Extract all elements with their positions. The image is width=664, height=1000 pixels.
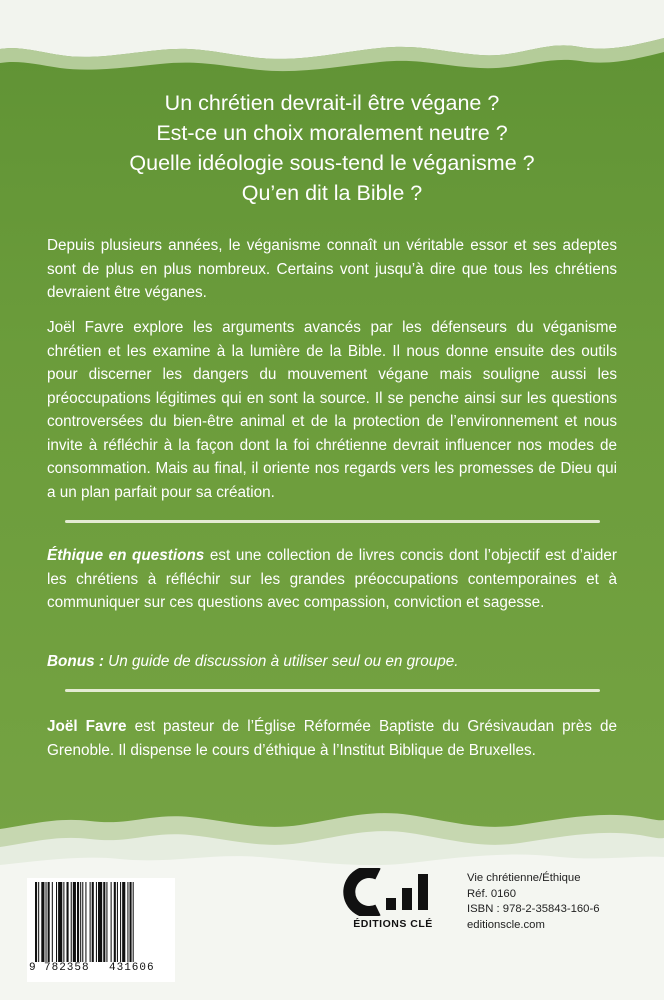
author-text: est pasteur de l’Église Réformée Baptiste du Grésivaudan près de Grenoble. Il dispense le cours d’éthique à l’Institut Biblique de Bruxelles.	[47, 718, 617, 759]
barcode-bar	[133, 882, 134, 962]
barcode-bar	[71, 882, 72, 962]
barcode-bar	[106, 882, 107, 962]
reference: Réf. 0160	[467, 887, 516, 900]
barcode-bar	[52, 882, 53, 962]
barcode-bar	[111, 882, 112, 962]
top-paint-wash	[0, 0, 664, 80]
barcode-bar	[98, 882, 102, 962]
barcode-bar	[80, 882, 81, 962]
barcode-group-1: 782358	[44, 962, 90, 974]
category: Vie chrétienne/Éthique	[467, 872, 581, 884]
barcode-bar	[85, 882, 86, 962]
collection-text: est une collection de livres concis dont l’objectif est d’aider les chrétiens à réfléchir sur les grandes préoccupations contemporaines et à communiquer sur ces questions avec compassion, conviction et sagesse.	[47, 547, 617, 611]
barcode-bar	[56, 882, 57, 962]
barcode-bar	[82, 882, 83, 962]
barcode-bar	[73, 882, 76, 962]
barcode-bar	[41, 882, 44, 962]
author-name: Joël Favre	[47, 718, 127, 735]
divider-1	[65, 520, 600, 523]
barcode-bar	[96, 882, 97, 962]
question-4: Qu’en dit la Bible ?	[241, 181, 423, 205]
barcode-bar	[117, 882, 118, 962]
publisher-logo	[330, 868, 456, 938]
barcode-bar	[63, 882, 64, 962]
barcode-bar	[92, 882, 94, 962]
question-2: Est-ce un choix moralement neutre ?	[156, 121, 508, 145]
barcode-bar	[67, 882, 69, 962]
barcode-bar	[35, 882, 37, 962]
divider-2	[65, 689, 600, 692]
intro-paragraph: Depuis plusieurs années, le véganisme connaît un véritable essor et ses adeptes sont de plus en plus nombreux. Certains vont jusqu’à dire que tous les chrétiens devraient être véganes.	[47, 237, 617, 301]
barcode-bars	[35, 882, 167, 962]
question-1: Un chrétien devrait-il être végane ?	[164, 91, 500, 115]
collection-paragraph	[47, 544, 617, 615]
barcode-bar	[58, 882, 62, 962]
barcode-bar	[122, 882, 125, 962]
bonus-text: Un guide de discussion à utiliser seul ou en groupe.	[103, 653, 459, 670]
barcode-bar	[38, 882, 39, 962]
isbn: ISBN : 978-2-35843-160-6	[467, 903, 600, 915]
barcode-bar	[120, 882, 121, 962]
bonus-label: Bonus :	[47, 653, 104, 670]
publisher-logo-text: ÉDITIONS CLÉ	[353, 918, 433, 930]
author-paragraph	[47, 715, 617, 762]
barcode-bar	[114, 882, 116, 962]
barcode-first-digit: 9	[29, 962, 36, 974]
barcode-bar	[90, 882, 91, 962]
question-3: Quelle idéologie sous-tend le véganisme ?	[129, 151, 535, 175]
collection-name: Éthique en questions	[47, 547, 205, 564]
summary-paragraph: Joël Favre explore les arguments avancés par les défenseurs du véganisme chrétien et les examine à la lumière de la Bible. Il nous donne ensuite des outils pour discerner les dangers du mouvement végane mais souligne aussi les préoccupations légitimes qui en sont la source. Il se penche ainsi sur les questions controversées du bien-être animal et de la protection de l’environnement et nous invite à réfléchir à la façon dont la foi chrétienne devrait influencer nos modes de consommation. Mais au final, il oriente nos regards vers les promesses de Dieu qui a un plan parfait pour sa création.	[47, 319, 617, 501]
headline-questions	[0, 88, 664, 208]
publisher-info	[467, 871, 600, 933]
barcode-bar	[103, 882, 105, 962]
barcode-bar	[77, 882, 79, 962]
barcode-bar	[46, 882, 47, 962]
barcode-bar	[48, 882, 50, 962]
editions-cle-logo-icon	[330, 868, 456, 916]
barcode-group-2: 431606	[109, 962, 155, 974]
isbn-barcode	[27, 878, 175, 982]
barcode-bar	[127, 882, 128, 962]
website[interactable]: editionscle.com	[467, 918, 545, 931]
bonus-line	[47, 650, 617, 674]
barcode-bar	[130, 882, 132, 962]
